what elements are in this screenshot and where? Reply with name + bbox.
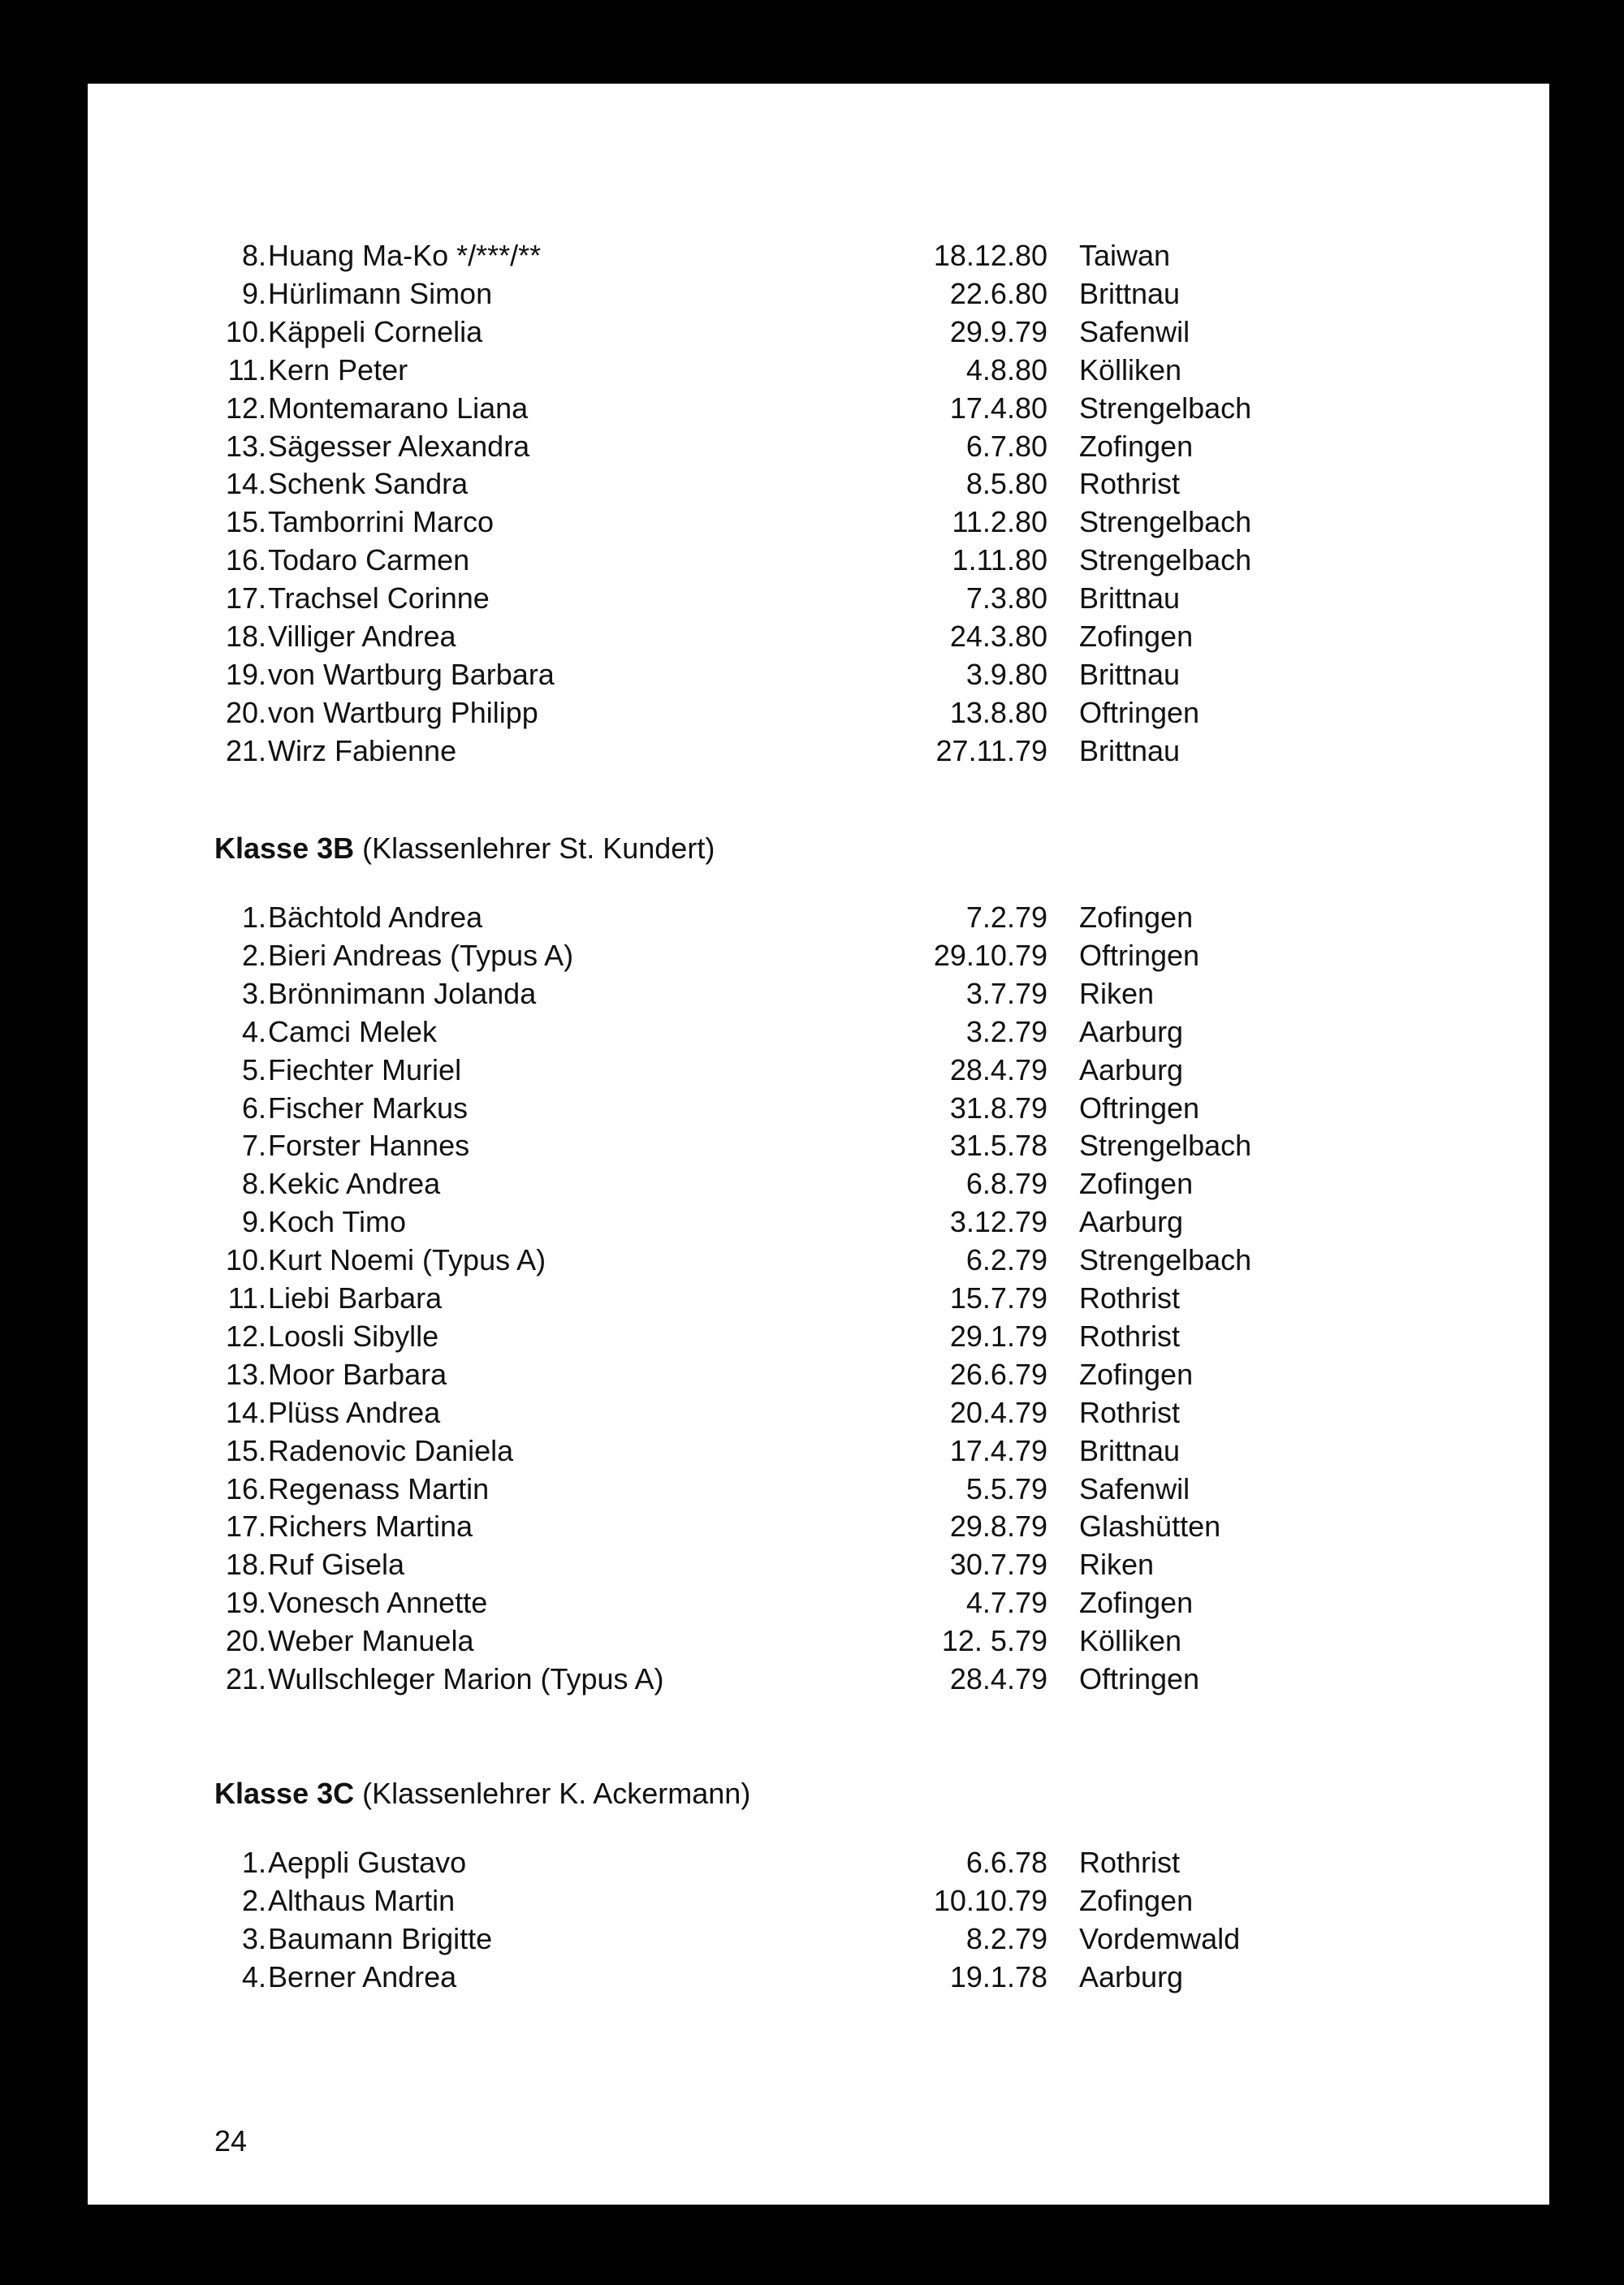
student-name: Bächtold Andrea (268, 901, 483, 934)
student-number: 6. (241, 1091, 266, 1125)
birth-date: 31.8.79 (949, 1091, 1047, 1125)
birth-date: 1.11.80 (952, 543, 1047, 577)
birth-date: 3.12.79 (949, 1205, 1047, 1239)
list-item (88, 1164, 1549, 1203)
birth-date: 29.1.79 (949, 1319, 1047, 1353)
list-item (88, 1241, 1549, 1279)
list-item (88, 1126, 1549, 1164)
student-name: Radenovic Daniela (268, 1433, 514, 1467)
student-name: Camci Melek (268, 1014, 438, 1048)
list-item (88, 1470, 1549, 1508)
student-number: 11. (227, 1281, 266, 1315)
student-number: 21. (225, 1662, 266, 1695)
student-number: 15. (225, 1433, 266, 1467)
student-number: 8. (241, 1167, 266, 1201)
student-number: 1. (241, 901, 266, 934)
home-town: Aarburg (1079, 1014, 1184, 1048)
student-name: Ruf Gisela (268, 1548, 405, 1582)
birth-date: 6.8.79 (965, 1167, 1047, 1201)
student-number: 17. (225, 1510, 266, 1544)
home-town: Taiwan (1079, 239, 1171, 272)
home-town: Safenwil (1079, 314, 1190, 348)
student-number: 1. (241, 1846, 266, 1879)
list-item (88, 693, 1549, 732)
list-item (88, 427, 1549, 465)
student-name: Brönnimann Jolanda (268, 976, 537, 1010)
home-town: Glashütten (1079, 1510, 1221, 1544)
student-name: Koch Timo (268, 1205, 407, 1239)
home-town: Brittnau (1079, 733, 1181, 767)
student-number: 7. (241, 1129, 266, 1163)
birth-date: 7.2.79 (965, 901, 1047, 934)
class-heading-label: Klasse 3C (214, 1777, 355, 1810)
birth-date: 19.1.78 (949, 1959, 1047, 1993)
home-town: Brittnau (1079, 276, 1181, 310)
student-name: Berner Andrea (268, 1959, 457, 1993)
student-number: 16. (225, 1471, 266, 1505)
home-town: Kölliken (1079, 352, 1182, 387)
list-item (88, 898, 1549, 936)
student-number: 11. (227, 352, 266, 387)
student-name: Käppeli Cornelia (268, 314, 483, 348)
student-name: Montemarano Liana (268, 391, 529, 425)
list-item (88, 1920, 1549, 1958)
student-name: Vonesch Annette (268, 1586, 488, 1620)
student-name: Wirz Fabienne (268, 733, 457, 767)
student-name: Richers Martina (268, 1510, 473, 1544)
student-number: 9. (241, 276, 266, 310)
student-number: 12. (225, 391, 266, 425)
class-heading-3c (214, 1774, 750, 1812)
student-name: Althaus Martin (268, 1883, 456, 1917)
home-town: Brittnau (1079, 581, 1181, 616)
student-name: von Wartburg Philipp (268, 695, 538, 729)
list-item (88, 1660, 1549, 1698)
student-name: Fiechter Muriel (268, 1052, 462, 1086)
list-item (88, 1432, 1549, 1470)
list-item (88, 313, 1549, 351)
home-town: Strengelbach (1079, 391, 1252, 425)
student-name: Kekic Andrea (268, 1167, 441, 1201)
student-number: 3. (241, 976, 266, 1010)
student-name: Todaro Carmen (268, 543, 470, 577)
student-number: 13. (225, 1357, 266, 1391)
student-number: 12. (225, 1319, 266, 1353)
home-town: Zofingen (1079, 620, 1194, 653)
list-item (88, 1355, 1549, 1393)
home-town: Aarburg (1079, 1205, 1184, 1239)
student-number: 9. (241, 1205, 266, 1239)
birth-date: 8.5.80 (965, 467, 1047, 501)
student-name: Aeppli Gustavo (268, 1846, 467, 1879)
list-item (88, 974, 1549, 1013)
student-number: 18. (225, 620, 266, 653)
home-town: Oftringen (1079, 938, 1200, 972)
birth-date: 29.9.79 (949, 314, 1047, 348)
home-town: Zofingen (1079, 901, 1194, 934)
student-name: Plüss Andrea (268, 1395, 441, 1429)
student-number: 21. (225, 733, 266, 767)
birth-date: 13.8.80 (949, 695, 1047, 729)
student-name: Forster Hannes (268, 1129, 470, 1163)
birth-date: 27.11.79 (935, 733, 1047, 767)
list-item (88, 1393, 1549, 1432)
home-town: Oftringen (1079, 1091, 1200, 1125)
home-town: Oftringen (1079, 1662, 1200, 1695)
list-item (88, 1843, 1549, 1881)
student-name: Hürlimann Simon (268, 276, 493, 310)
home-town: Rothrist (1079, 1395, 1181, 1429)
list-item (88, 274, 1549, 313)
home-town: Aarburg (1079, 1959, 1184, 1993)
student-number: 8. (241, 239, 266, 272)
home-town: Vordemwald (1079, 1921, 1241, 1955)
list-item (88, 1317, 1549, 1355)
student-number: 19. (225, 657, 266, 691)
student-name: von Wartburg Barbara (268, 657, 555, 691)
student-number: 10. (225, 314, 266, 348)
list-item (88, 1583, 1549, 1622)
student-name: Kurt Noemi (Typus A) (268, 1243, 546, 1277)
birth-date: 12. 5.79 (941, 1624, 1047, 1658)
birth-date: 3.7.79 (965, 976, 1047, 1010)
document-page (88, 84, 1549, 2205)
student-name: Tamborrini Marco (268, 505, 495, 539)
list-item (88, 1089, 1549, 1127)
home-town: Zofingen (1079, 1586, 1194, 1620)
student-name: Huang Ma-Ko */***/** (268, 239, 542, 272)
birth-date: 6.6.78 (965, 1846, 1047, 1879)
home-town: Riken (1079, 1548, 1155, 1582)
birth-date: 5.5.79 (965, 1471, 1047, 1505)
student-number: 13. (225, 429, 266, 463)
birth-date: 20.4.79 (949, 1395, 1047, 1429)
home-town: Zofingen (1079, 429, 1194, 463)
student-name: Wullschleger Marion (Typus A) (268, 1662, 664, 1695)
student-number: 14. (225, 1395, 266, 1429)
student-number: 17. (225, 581, 266, 616)
home-town: Rothrist (1079, 1281, 1181, 1315)
home-town: Zofingen (1079, 1357, 1194, 1391)
birth-date: 29.10.79 (933, 938, 1047, 972)
class-heading-3b (214, 829, 715, 867)
student-number: 2. (241, 1883, 266, 1917)
list-item (88, 655, 1549, 693)
home-town: Rothrist (1079, 1319, 1181, 1353)
page-number: 24 (214, 2124, 248, 2158)
home-town: Strengelbach (1079, 1243, 1252, 1277)
student-number: 5. (241, 1052, 266, 1086)
home-town: Riken (1079, 976, 1155, 1010)
student-number: 16. (225, 543, 266, 577)
home-town: Rothrist (1079, 467, 1181, 501)
list-item (88, 1622, 1549, 1660)
home-town: Kölliken (1079, 1624, 1182, 1658)
student-number: 19. (225, 1586, 266, 1620)
list-item (88, 236, 1549, 274)
student-name: Moor Barbara (268, 1357, 447, 1391)
birth-date: 7.3.80 (965, 581, 1047, 616)
list-item (88, 579, 1549, 617)
student-number: 15. (225, 505, 266, 539)
list-item (88, 541, 1549, 579)
birth-date: 17.4.80 (949, 391, 1047, 425)
home-town: Oftringen (1079, 695, 1200, 729)
student-number: 20. (225, 1624, 266, 1658)
student-name: Sägesser Alexandra (268, 429, 530, 463)
student-name: Baumann Brigitte (268, 1921, 493, 1955)
class-heading-teacher: (Klassenlehrer St. Kundert) (354, 831, 715, 865)
home-town: Brittnau (1079, 1433, 1181, 1467)
student-name: Schenk Sandra (268, 467, 469, 501)
student-number: 18. (225, 1548, 266, 1582)
home-town: Rothrist (1079, 1846, 1181, 1879)
list-item (88, 503, 1549, 541)
birth-date: 28.4.79 (949, 1662, 1047, 1695)
student-name: Weber Manuela (268, 1624, 474, 1658)
birth-date: 31.5.78 (949, 1129, 1047, 1163)
student-name: Bieri Andreas (Typus A) (268, 938, 574, 972)
birth-date: 3.9.80 (965, 657, 1047, 691)
home-town: Strengelbach (1079, 505, 1252, 539)
birth-date: 3.2.79 (965, 1014, 1047, 1048)
list-item (88, 1203, 1549, 1241)
birth-date: 17.4.79 (949, 1433, 1047, 1467)
birth-date: 30.7.79 (949, 1548, 1047, 1582)
list-item (88, 936, 1549, 974)
birth-date: 18.12.80 (933, 239, 1047, 272)
student-number: 20. (225, 695, 266, 729)
home-town: Zofingen (1079, 1883, 1194, 1917)
student-name: Regenass Martin (268, 1471, 490, 1505)
class-heading-teacher: (Klassenlehrer K. Ackermann) (354, 1777, 751, 1810)
list-item (88, 464, 1549, 503)
list-item (88, 1279, 1549, 1317)
home-town: Strengelbach (1079, 543, 1252, 577)
birth-date: 6.2.79 (965, 1243, 1047, 1277)
home-town: Strengelbach (1079, 1129, 1252, 1163)
birth-date: 8.2.79 (965, 1921, 1047, 1955)
list-item (88, 1958, 1549, 1996)
home-town: Zofingen (1079, 1167, 1194, 1201)
student-number: 2. (241, 938, 266, 972)
list-item (88, 1013, 1549, 1051)
list-item (88, 1881, 1549, 1920)
student-number: 14. (225, 467, 266, 501)
birth-date: 11.2.80 (952, 505, 1047, 539)
home-town: Aarburg (1079, 1052, 1184, 1086)
student-name: Trachsel Corinne (268, 581, 490, 616)
list-item (88, 389, 1549, 427)
student-number: 4. (241, 1959, 266, 1993)
home-town: Safenwil (1079, 1471, 1190, 1505)
birth-date: 28.4.79 (949, 1052, 1047, 1086)
list-item (88, 1051, 1549, 1089)
birth-date: 4.8.80 (965, 352, 1047, 387)
student-name: Loosli Sibylle (268, 1319, 439, 1353)
birth-date: 24.3.80 (949, 620, 1047, 653)
birth-date: 22.6.80 (949, 276, 1047, 310)
birth-date: 4.7.79 (965, 1586, 1047, 1620)
class-heading-label: Klasse 3B (214, 831, 355, 865)
list-item (88, 1545, 1549, 1583)
student-number: 3. (241, 1921, 266, 1955)
list-item (88, 351, 1549, 389)
list-item (88, 1507, 1549, 1545)
student-name: Villiger Andrea (268, 620, 456, 653)
birth-date: 26.6.79 (949, 1357, 1047, 1391)
list-item (88, 617, 1549, 655)
home-town: Brittnau (1079, 657, 1181, 691)
birth-date: 10.10.79 (933, 1883, 1047, 1917)
birth-date: 6.7.80 (965, 429, 1047, 463)
list-item (88, 732, 1549, 770)
birth-date: 29.8.79 (949, 1510, 1047, 1544)
student-name: Fischer Markus (268, 1091, 469, 1125)
student-number: 10. (225, 1243, 266, 1277)
student-name: Liebi Barbara (268, 1281, 443, 1315)
student-number: 4. (241, 1014, 266, 1048)
birth-date: 15.7.79 (949, 1281, 1047, 1315)
student-name: Kern Peter (268, 352, 408, 387)
